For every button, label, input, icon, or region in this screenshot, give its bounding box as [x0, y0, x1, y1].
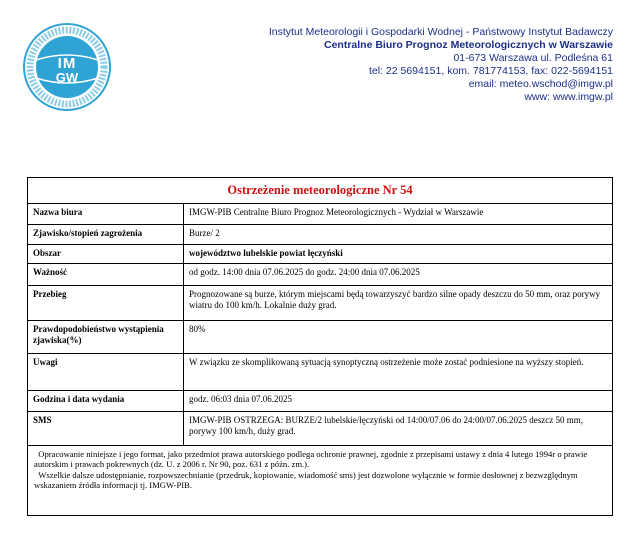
- table-row: [28, 353, 612, 390]
- row-value: 80%: [184, 320, 613, 353]
- footer-paragraph: Wszelkie dalsze udostępnianie, rozpowszechnianie (przedruk, kopiowanie, wiadomość sms) jest dozwolone wyłącznie w formie dosłownej z bezwzględnym wskazaniem źródła informacji tj. IMGW-PIB.: [34, 469, 578, 491]
- svg-text:IM: IM: [57, 55, 77, 72]
- row-value: od godz. 14:00 dnia 07.06.2025 do godz. 24:00 dnia 07.06.2025: [184, 263, 613, 285]
- table-row: [28, 224, 612, 244]
- table-row: [28, 285, 612, 320]
- row-value: Burze/ 2: [184, 224, 613, 244]
- row-value: Prognozowane są burze, którym miejscami będą towarzyszyć bardzo silne opady deszczu do 50 mm, oraz porywy wiatru do 100 km/h. Lokalnie duży grad.: [184, 285, 613, 320]
- table-row: [28, 263, 612, 285]
- table-row: [28, 244, 612, 263]
- row-label: SMS: [28, 411, 184, 445]
- imgw-logo: [22, 22, 112, 112]
- svg-text:GW: GW: [55, 70, 79, 85]
- row-label: Nazwa biura: [28, 204, 184, 224]
- header-line[interactable]: email: meteo.wschod@imgw.pl: [468, 78, 613, 90]
- row-value: IMGW-PIB Centralne Biuro Prognoz Meteorologicznych - Wydział w Warszawie: [184, 204, 613, 224]
- copyright-footer: [28, 446, 612, 491]
- footer-paragraph: Opracowanie niniejsze i jego format, jako przedmiot prawa autorskiego podlega ochronie prawnej, zgodnie z przepisami ustawy z dnia 4 lutego 1994r o prawie autorskim i prawach pokrewnych (dz. U. z 2006 r. Nr 90, poz. 631 z późn. zm.).: [34, 448, 588, 470]
- table-row: [28, 411, 612, 445]
- row-label: Ważność: [28, 263, 184, 285]
- warning-table: [28, 204, 612, 446]
- row-label: Uwagi: [28, 353, 184, 390]
- row-label: Zjawisko/stopień zagrożenia: [28, 224, 184, 244]
- row-label: Obszar: [28, 244, 184, 263]
- table-row: [28, 390, 612, 411]
- header-line[interactable]: www: www.imgw.pl: [524, 91, 613, 103]
- institute-header: [193, 26, 613, 104]
- warning-title: Ostrzeżenie meteorologiczne Nr 54: [28, 178, 612, 204]
- row-value: W związku ze skomplikowaną sytuacją synoptyczną ostrzeżenie może zostać podniesione na wyższy stopień.: [184, 353, 613, 390]
- header-line: 01-673 Warszawa ul. Podleśna 61: [453, 52, 613, 64]
- warning-document: [27, 177, 613, 516]
- header-line: tel: 22 5694151, kom. 781774153, fax: 022-5694151: [368, 65, 613, 77]
- header-line: Instytut Meteorologii i Gospodarki Wodnej - Państwowy Instytut Badawczy: [268, 26, 613, 38]
- row-value: godz. 06:03 dnia 07.06.2025: [184, 390, 613, 411]
- row-value: IMGW-PIB OSTRZEGA: BURZE/2 lubelskie/łęczyński od 14:00/07.06 do 24:00/07.06.2025 deszcz 50 mm, porywy 100 km/h, duży grad.: [184, 411, 613, 445]
- header-line: Centralne Biuro Prognoz Meteorologicznych w Warszawie: [324, 39, 613, 51]
- row-label: Godzina i data wydania: [28, 390, 184, 411]
- table-row: [28, 204, 612, 224]
- row-value: województwo lubelskie powiat łęczyński: [184, 244, 613, 263]
- table-row: [28, 320, 612, 353]
- row-label: Prawdopodobieństwo wystąpienia zjawiska(%): [28, 320, 184, 353]
- row-label: Przebieg: [28, 285, 184, 320]
